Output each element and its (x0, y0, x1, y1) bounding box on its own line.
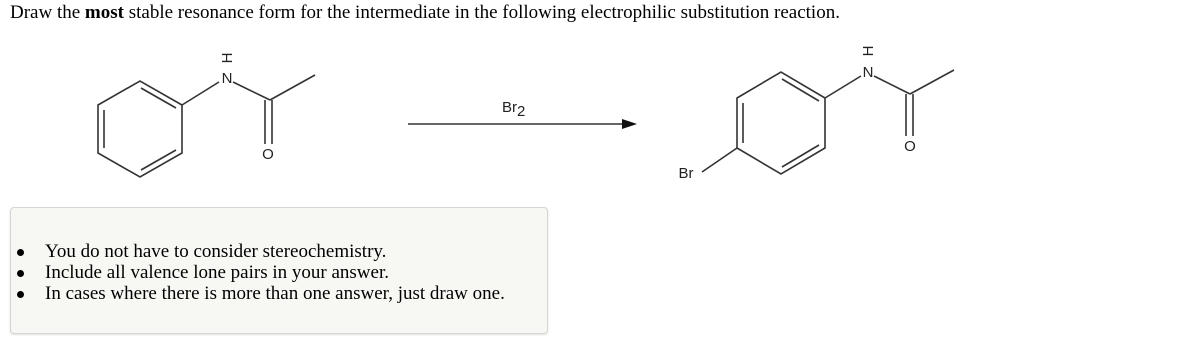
reagent-subscript: 2 (517, 103, 526, 120)
reactant-n-label: N (221, 70, 233, 87)
product-n-label: N (862, 64, 874, 81)
product-benzene-ring (737, 72, 825, 174)
product-n-c-bond (874, 76, 910, 94)
hint-item: Include all valence lone pairs in your answer. (45, 262, 505, 283)
reactant-n-c-bond (233, 82, 270, 100)
product-double-bond (782, 79, 819, 101)
product-c-methyl-bond (910, 70, 954, 94)
reagent-label (502, 99, 525, 120)
reactant-h-label: H (219, 52, 236, 64)
product-br-bond (702, 148, 737, 172)
hints-list (45, 241, 505, 304)
product-o-label: O (904, 138, 916, 155)
product-molecule (702, 70, 954, 174)
reactant-benzene-ring (98, 81, 182, 177)
reactant-c-methyl-bond (270, 75, 315, 100)
hint-item: In cases where there is more than one answer, just draw one. (45, 283, 505, 304)
reactant-molecule (98, 75, 315, 177)
reaction-arrow-head (622, 119, 637, 129)
hint-item: You do not have to consider stereochemistry. (45, 241, 505, 262)
question-emphasis: most (84, 2, 124, 23)
product-h-label: H (860, 45, 877, 57)
hints-panel (10, 207, 548, 334)
product-br-label: Br (678, 165, 694, 182)
reactant-ring-n-bond (182, 82, 219, 105)
reagent-symbol: Br (502, 99, 517, 116)
question-suffix: stable resonance form for the intermediate in the following electrophilic substitution reaction. (123, 2, 840, 23)
reactant-o-label: O (262, 146, 274, 163)
question-prefix: Draw the (10, 2, 85, 23)
product-double-bond (782, 145, 819, 167)
product-ring-n-bond (825, 76, 861, 98)
